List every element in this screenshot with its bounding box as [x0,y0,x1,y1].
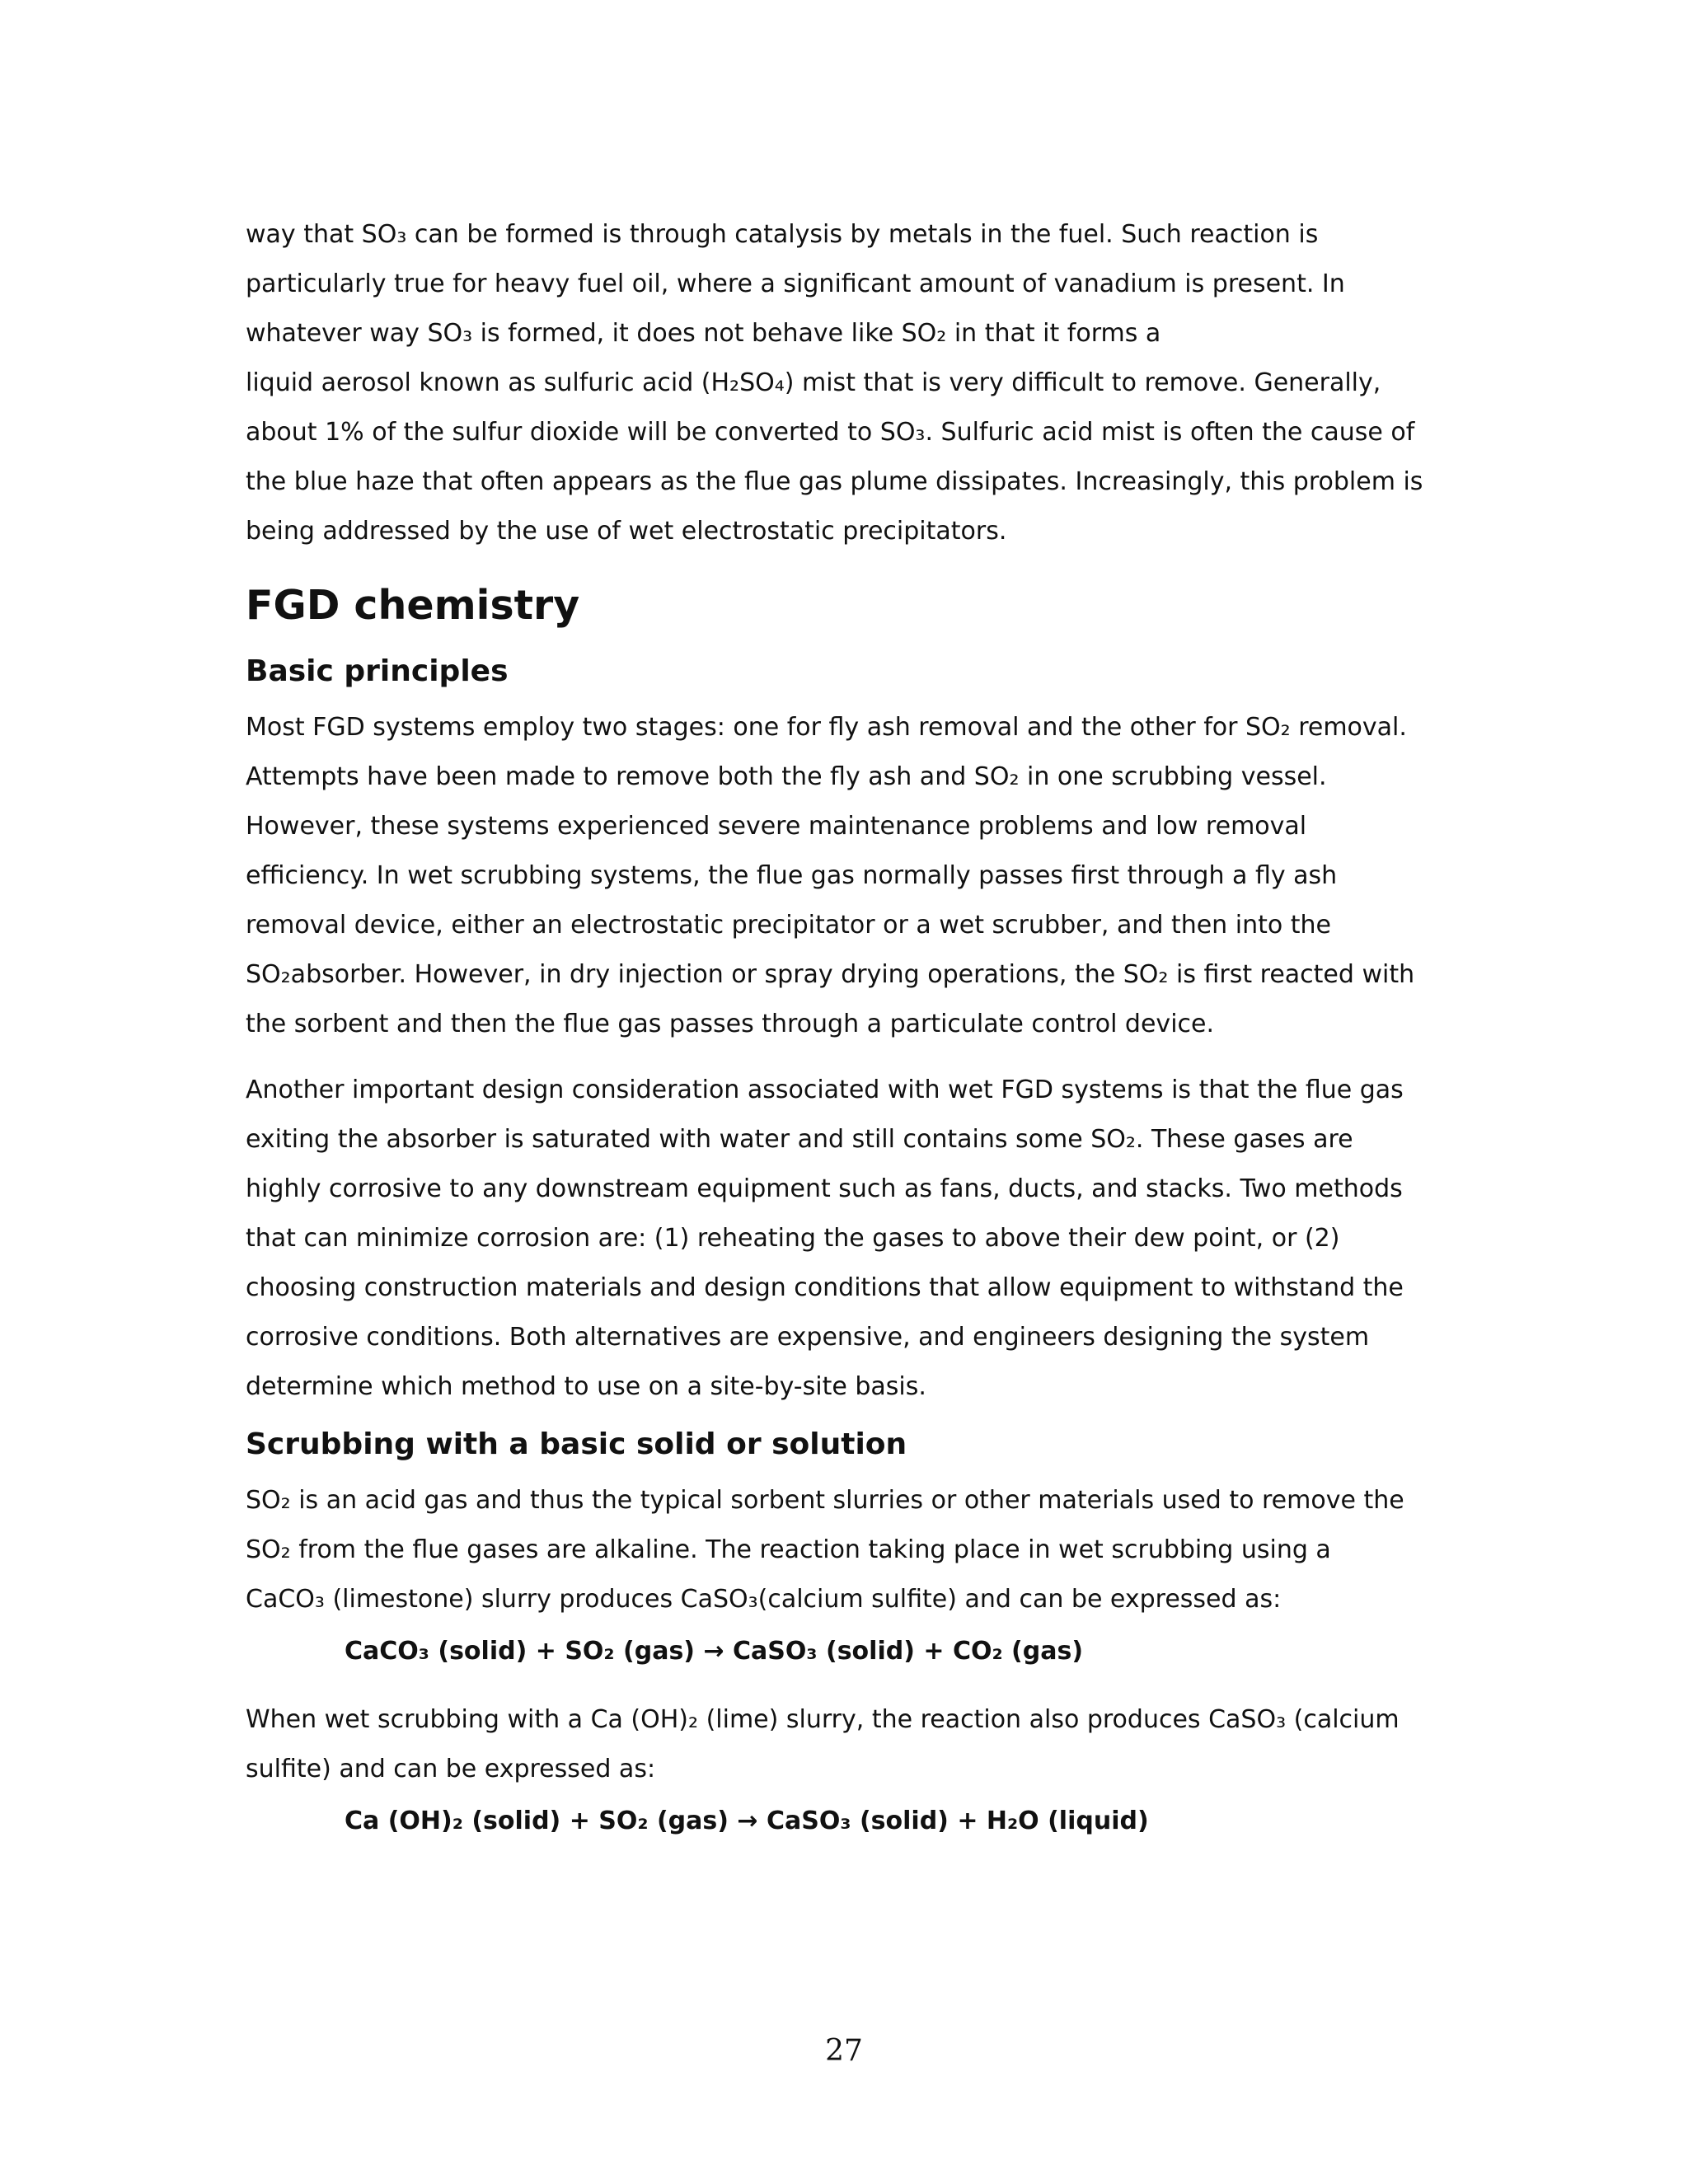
text-line: way that SO₃ can be formed is through catalysis by metals in the fuel. Such reaction is [246,220,1319,249]
basic-principles-heading: Basic principles [246,654,509,688]
text-line: about 1% of the sulfur dioxide will be converted to SO₃. Sulfuric acid mist is often the cause of [246,418,1415,447]
text-line: corrosive conditions. Both alternatives are expensive, and engineers designing the system [246,1323,1370,1352]
text-line: exiting the absorber is saturated with water and still contains some SO₂. These gases are [246,1125,1353,1154]
basic-principles-paragraph-2 [246,1066,1449,1412]
text-line: removal device, either an electrostatic precipitator or a wet scrubber, and then into the [246,911,1331,940]
text-line: Most FGD systems employ two stages: one for fly ash removal and the other for SO₂ removal. [246,713,1407,742]
limestone-equation: CaCO₃ (solid) + SO₂ (gas) → CaSO₃ (solid) + CO₂ (gas) [345,1637,1084,1666]
text-line: being addressed by the use of wet electrostatic precipitators. [246,517,1007,546]
text-line: the blue haze that often appears as the flue gas plume dissipates. Increasingly, this problem is [246,467,1423,496]
text-line: particularly true for heavy fuel oil, where a significant amount of vanadium is present. In [246,269,1345,298]
text-line: liquid aerosol known as sulfuric acid (H₂SO₄) mist that is very difficult to remove. Generally, [246,368,1381,397]
text-line: efficiency. In wet scrubbing systems, the flue gas normally passes first through a fly ash [246,861,1338,890]
section-title: FGD chemistry [246,582,580,629]
paragraph-spacer [246,1049,1449,1066]
page-number: 27 [825,2034,863,2068]
text-line: whatever way SO₃ is formed, it does not behave like SO₂ in that it forms a [246,319,1161,348]
text-line: Attempts have been made to remove both the fly ash and SO₂ in one scrubbing vessel. [246,762,1327,791]
text-line: CaCO₃ (limestone) slurry produces CaSO₃(calcium sulfite) and can be expressed as: [246,1585,1282,1614]
text-line: SO₂ is an acid gas and thus the typical sorbent slurries or other materials used to remove the [246,1486,1404,1515]
text-line: SO₂absorber. However, in dry injection or spray drying operations, the SO₂ is first reacted with [246,960,1415,989]
text-line: determine which method to use on a site-by-site basis. [246,1372,926,1401]
intro-paragraph [246,210,1449,556]
text-line: sulfite) and can be expressed as: [246,1755,656,1783]
text-line: that can minimize corrosion are: (1) reheating the gases to above their dew point, or (2) [246,1224,1340,1253]
scrubbing-paragraph-1 [246,1476,1449,1624]
scrubbing-heading: Scrubbing with a basic solid or solution [246,1427,907,1461]
lime-equation: Ca (OH)₂ (solid) + SO₂ (gas) → CaSO₃ (solid) + H₂O (liquid) [345,1807,1149,1835]
text-line: SO₂ from the flue gases are alkaline. The reaction taking place in wet scrubbing using a [246,1535,1331,1564]
text-line: the sorbent and then the flue gas passes through a particulate control device. [246,1010,1215,1038]
scrubbing-paragraph-2 [246,1695,1449,1794]
text-line: highly corrosive to any downstream equipment such as fans, ducts, and stacks. Two methods [246,1174,1403,1203]
basic-principles-paragraph-1 [246,703,1449,1049]
page-content [246,210,1449,1849]
paragraph-spacer [246,1679,1449,1695]
text-line: choosing construction materials and design conditions that allow equipment to withstand the [246,1273,1404,1302]
text-line: When wet scrubbing with a Ca (OH)₂ (lime) slurry, the reaction also produces CaSO₃ (calcium [246,1705,1400,1734]
text-line: However, these systems experienced severe maintenance problems and low removal [246,812,1307,841]
text-line: Another important design consideration associated with wet FGD systems is that the flue gas [246,1076,1404,1104]
